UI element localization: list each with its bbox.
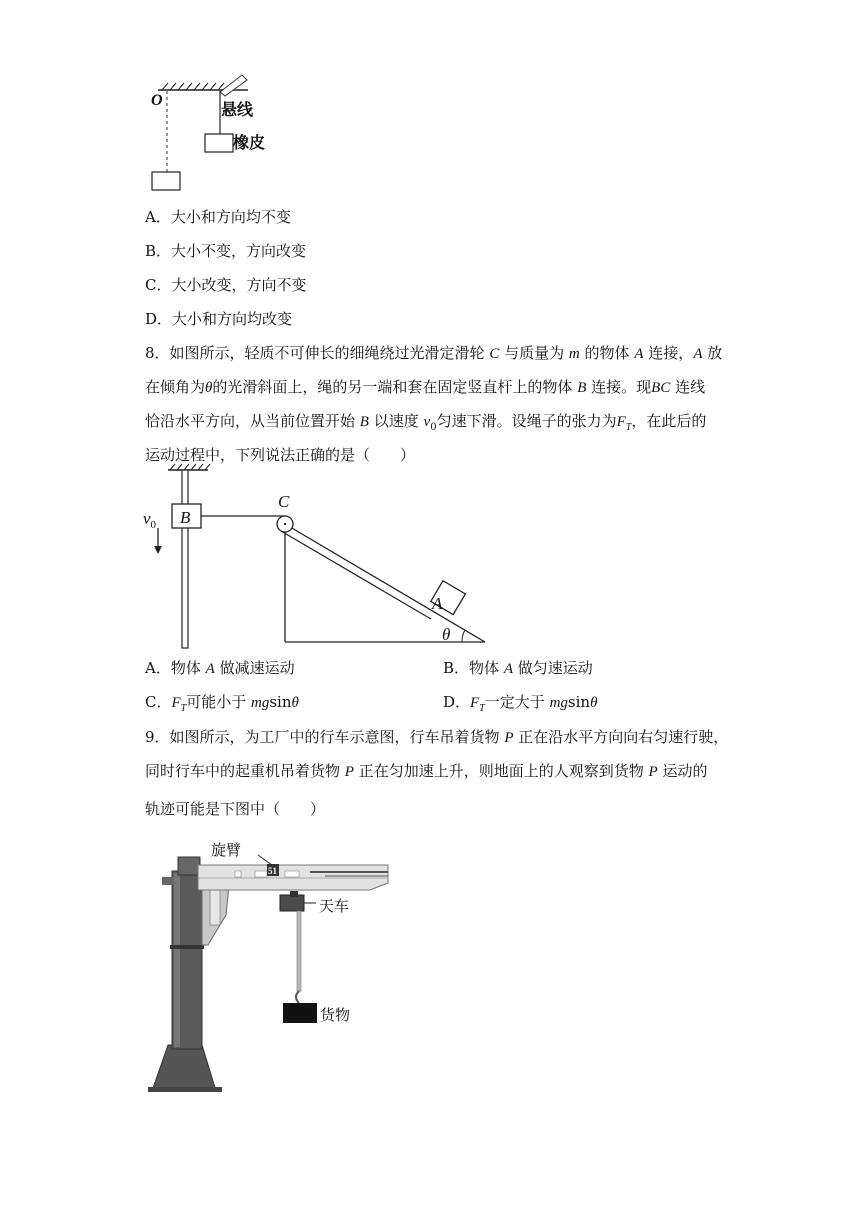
- q8-option-a[interactable]: A．物体 A 做减速运动: [145, 659, 295, 677]
- q8-stem-line-3: 恰沿水平方向，从当前位置开始 B 以速度 $v_0$匀速下滑。设绳子的张力为$F_T$，在此后的: [145, 412, 707, 433]
- cargo-block: [283, 1003, 317, 1023]
- q9-stem-line-1: 9．如图所示，为工厂中的行车示意图，行车吊着货物 P 正在沿水平方向向右匀速行驶，: [145, 728, 729, 746]
- velocity-label: $v_0$: [143, 509, 157, 531]
- arm-label: 旋臂: [211, 841, 242, 859]
- q8-option-d[interactable]: D．$F_T$一定大于 mgsinθ: [443, 693, 598, 714]
- pivot-label-o: O: [151, 92, 163, 109]
- q7-option-c[interactable]: C．大小改变，方向不变: [145, 276, 307, 294]
- q8-stem-line-1: 8．如图所示，轻质不可伸长的细绳绕过光滑定滑轮 C 与质量为 m 的物体 A 连接，A 放: [145, 344, 723, 362]
- arm-plate-number: 51: [268, 866, 277, 876]
- jib-crane-figure: [140, 835, 400, 1095]
- q8-stem-line-2: 在倾角为θ的光滑斜面上，绳的另一端和套在固定竖直杆上的物体 B 连接。现BC 连线: [145, 378, 706, 396]
- q7-option-d[interactable]: D．大小和方向均改变: [145, 310, 293, 328]
- q9-stem-line-2: 同时行车中的起重机吊着货物 P 正在匀加速上升，则地面上的人观察到货物 P 运动的: [145, 762, 708, 780]
- block-a-label: A: [432, 594, 443, 613]
- pulley-incline-figure: [140, 462, 500, 652]
- trolley-label: 天车: [319, 897, 350, 915]
- q8-option-c[interactable]: C．$F_T$可能小于 mgsinθ: [145, 693, 299, 714]
- q8-stem-line-4: 运动过程中，下列说法正确的是（ ）: [145, 446, 416, 464]
- q7-option-b[interactable]: B．大小不变，方向改变: [145, 242, 307, 260]
- q8-option-b[interactable]: B．物体 A 做匀速运动: [443, 659, 593, 677]
- pulley-c-label: C: [278, 492, 290, 511]
- string-label: 悬线: [221, 100, 254, 119]
- cargo-label: 货物: [320, 1006, 351, 1024]
- q7-option-a[interactable]: A．大小和方向均不变: [145, 208, 291, 226]
- eraser-label: 橡皮: [233, 133, 266, 152]
- q9-stem-line-3: 轨迹可能是下图中（ ）: [145, 800, 326, 818]
- block-b-label: B: [180, 508, 191, 527]
- angle-theta-label: θ: [442, 625, 451, 644]
